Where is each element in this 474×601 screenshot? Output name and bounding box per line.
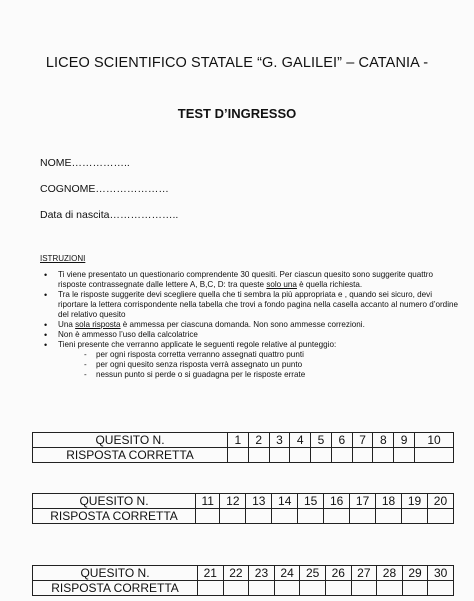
question-number: 8 (373, 433, 394, 448)
question-number: 5 (311, 433, 332, 448)
instruction-item: • Tra le risposte suggerite devi scegliere quella che ti sembra la più appropriata e , quando sei sicuro, devi riportare la lettera corrispondente nella tabella che trovi a fondo pagina nella casella accanto al numero d’ordine del relativo quesito (40, 290, 460, 320)
question-number: 21 (198, 566, 224, 581)
question-number: 24 (274, 566, 300, 581)
question-number-row (33, 494, 454, 509)
question-number: 25 (300, 566, 326, 581)
instruction-item (40, 340, 460, 380)
instruction-text: Tieni presente che verranno applicate le seguenti regole relative al punteggio: (58, 340, 337, 349)
answer-cell[interactable] (248, 448, 269, 463)
question-number: 14 (272, 494, 298, 509)
answer-cell[interactable] (272, 509, 298, 524)
instruction-text: è ammessa per ciascuna domanda. Non sono ammesse correzioni. (122, 320, 365, 329)
question-number: 18 (376, 494, 402, 509)
instruction-text: Ti viene presentato un questionario comprendente 30 quesiti. Per ciascun quesito sono suggerite quattro risposte contrassegnate dalle lettere A, B,C, D: tra queste (58, 270, 433, 289)
cognome-field[interactable]: COGNOME………………… (40, 183, 169, 195)
answer-cell[interactable] (331, 448, 352, 463)
question-number: 22 (223, 566, 249, 581)
answer-cell[interactable] (198, 581, 224, 596)
answer-cell[interactable] (246, 509, 272, 524)
answer-cell[interactable] (415, 448, 454, 463)
instruction-item (40, 320, 460, 330)
answer-row (33, 581, 454, 596)
question-number: 2 (248, 433, 269, 448)
question-number-row (33, 433, 454, 448)
question-number: 3 (269, 433, 290, 448)
question-number: 15 (298, 494, 324, 509)
answer-label: RISPOSTA CORRETTA (33, 581, 198, 596)
instruction-item: • Non è ammesso l’uso della calcolatrice (40, 330, 460, 340)
answer-cell[interactable] (298, 509, 324, 524)
question-number-row (33, 566, 454, 581)
answer-table-3 (32, 565, 454, 596)
nome-field[interactable]: NOME…………….. (40, 157, 130, 169)
answer-row (33, 448, 454, 463)
question-number: 28 (377, 566, 403, 581)
question-number: 20 (427, 494, 453, 509)
answer-cell[interactable] (373, 448, 394, 463)
school-title: LICEO SCIENTIFICO STATALE “G. GALILEI” – CATANIA - (45, 55, 429, 71)
answer-cell[interactable] (324, 509, 350, 524)
question-label: QUESITO N. (33, 566, 198, 581)
question-number: 9 (394, 433, 415, 448)
answer-cell[interactable] (394, 448, 415, 463)
question-number: 19 (402, 494, 428, 509)
answer-cell[interactable] (376, 509, 402, 524)
question-number: 11 (196, 494, 220, 509)
question-number: 7 (352, 433, 373, 448)
answer-table-2 (32, 493, 454, 524)
answer-cell[interactable] (402, 509, 428, 524)
instruction-item (40, 270, 460, 290)
answer-cell[interactable] (428, 581, 454, 596)
answer-cell[interactable] (351, 581, 377, 596)
answer-label: RISPOSTA CORRETTA (33, 448, 228, 463)
question-number: 12 (220, 494, 246, 509)
answer-cell[interactable] (300, 581, 326, 596)
answer-cell[interactable] (228, 448, 249, 463)
question-number: 27 (351, 566, 377, 581)
answer-table-1 (32, 432, 454, 463)
scoring-rule: - per ogni quesito senza risposta verrà assegnato un punto (58, 360, 460, 370)
question-label: QUESITO N. (33, 433, 228, 448)
instructions-heading: ISTRUZIONI (40, 254, 86, 263)
question-number: 29 (402, 566, 428, 581)
answer-cell[interactable] (269, 448, 290, 463)
answer-cell[interactable] (274, 581, 300, 596)
instruction-text: Una (58, 320, 73, 329)
question-number: 6 (331, 433, 352, 448)
instruction-emphasis: sola risposta (75, 320, 121, 329)
answer-cell[interactable] (220, 509, 246, 524)
answer-label: RISPOSTA CORRETTA (33, 509, 196, 524)
answer-cell[interactable] (352, 448, 373, 463)
question-number: 26 (325, 566, 351, 581)
data-nascita-field[interactable]: Data di nascita……………….. (40, 209, 179, 221)
answer-cell[interactable] (311, 448, 332, 463)
question-number: 23 (249, 566, 275, 581)
answer-cell[interactable] (223, 581, 249, 596)
question-number: 10 (415, 433, 454, 448)
question-number: 4 (290, 433, 311, 448)
answer-cell[interactable] (377, 581, 403, 596)
answer-cell[interactable] (290, 448, 311, 463)
test-title: TEST D’INGRESSO (177, 106, 297, 121)
question-number: 1 (228, 433, 249, 448)
question-number: 16 (324, 494, 350, 509)
question-number: 30 (428, 566, 454, 581)
scoring-rule: - nessun punto si perde o si guadagna per le risposte errate (58, 370, 460, 380)
answer-cell[interactable] (427, 509, 453, 524)
answer-cell[interactable] (196, 509, 220, 524)
instruction-text: è quella richiesta. (299, 280, 363, 289)
answer-cell[interactable] (249, 581, 275, 596)
scoring-rules-list (58, 350, 460, 380)
question-number: 13 (246, 494, 272, 509)
answer-cell[interactable] (350, 509, 376, 524)
question-label: QUESITO N. (33, 494, 196, 509)
scoring-rule: - per ogni risposta corretta verranno assegnati quattro punti (58, 350, 460, 360)
answer-cell[interactable] (325, 581, 351, 596)
question-number: 17 (350, 494, 376, 509)
instruction-emphasis: solo una (266, 280, 297, 289)
answer-cell[interactable] (402, 581, 428, 596)
instructions-list (40, 270, 460, 380)
answer-row (33, 509, 454, 524)
